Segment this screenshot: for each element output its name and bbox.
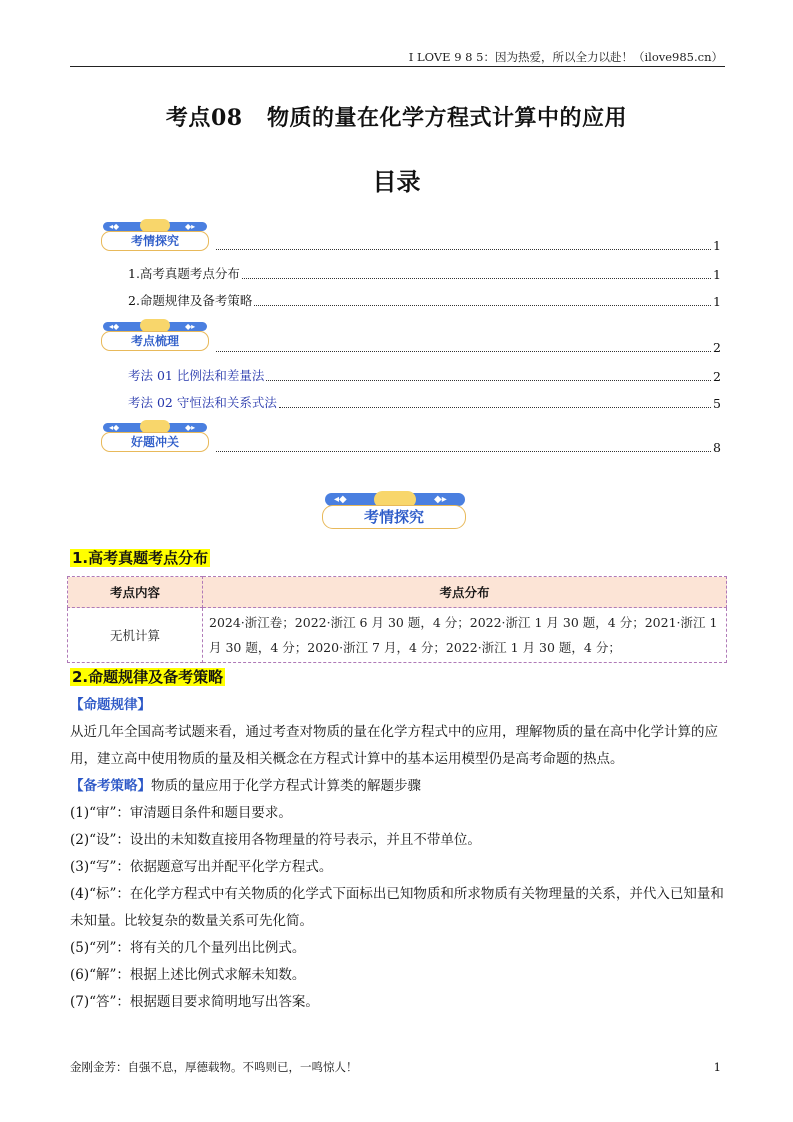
table-header-topic: 考点内容 <box>68 577 203 608</box>
toc-entry-method-1[interactable] <box>128 366 721 384</box>
toc-item-label: 1.高考真题考点分布 <box>128 266 240 281</box>
toc-entry-practice[interactable] <box>214 440 721 455</box>
table-cell-distribution: 2024·浙江卷；2022·浙江 6 月 30 题，4 分；2022·浙江 1 月 30 题，4 分；2021·浙江 1 月 30 题，4 分；2020·浙江 7 月，4 分；2022·浙江 1 月 30 题，4 分； <box>203 608 727 663</box>
title-text: 物质的量在化学方程式计算中的应用 <box>267 106 628 131</box>
toc-item-label: 2.命题规律及备考策略 <box>128 293 253 308</box>
section-badge-label: 考情探究 <box>322 505 466 529</box>
strategy-label: 【备考策略】 <box>70 778 151 794</box>
toc-badge-key-points[interactable]: ◂◆ ◆▸ 考点梳理 <box>101 319 209 353</box>
toc-entry-key-points[interactable] <box>214 340 721 355</box>
table-cell-topic: 无机计算 <box>68 608 203 663</box>
toc-badge-label: 好题冲关 <box>101 432 209 452</box>
footer-motto: 金刚金芳：自强不息，厚德载物。不鸣则已，一鸣惊人！ <box>70 1060 358 1074</box>
footer-page-number: 1 <box>713 1060 721 1074</box>
toc-leader <box>216 248 711 250</box>
toc-heading: 目录 <box>372 168 421 196</box>
toc-entry-item[interactable] <box>128 291 721 309</box>
toc-page: 1 <box>713 238 721 253</box>
toc-item-label: 考法 01 比例法和差量法 <box>128 368 265 383</box>
rule-block <box>70 692 726 1016</box>
step-item: (2)“设”：设出的未知数直接用各物理量的符号表示，并且不带单位。 <box>70 832 481 848</box>
table-header-distribution: 考点分布 <box>203 577 727 608</box>
toc-leader <box>266 379 711 381</box>
toc-badge-label: 考点梳理 <box>101 331 209 351</box>
toc-page: 2 <box>713 369 721 384</box>
step-item: (7)“答”：根据题目要求简明地写出答案。 <box>70 994 319 1010</box>
step-item: (5)“列”：将有关的几个量列出比例式。 <box>70 940 306 956</box>
toc-leader <box>242 277 711 279</box>
toc-page: 5 <box>713 396 721 411</box>
toc-page: 1 <box>713 294 721 309</box>
part1-heading <box>70 548 210 568</box>
page-title <box>0 101 793 132</box>
rule-text: 从近几年全国高考试题来看，通过考查对物质的量在化学方程式中的应用，理解物质的量在高中化学计算的应用，建立高中使用物质的量及相关概念在方程式计算中的基本运用模型仍是高考命题的热点。 <box>70 724 718 767</box>
toc-item-label: 考法 02 守恒法和关系式法 <box>128 395 277 410</box>
step-item: (3)“写”：依据题意写出并配平化学方程式。 <box>70 859 333 875</box>
toc-entry-item[interactable] <box>128 264 721 282</box>
title-prefix: 考点 <box>165 106 211 131</box>
toc-page: 1 <box>713 267 721 282</box>
header-divider <box>70 66 725 67</box>
toc-leader <box>254 304 711 306</box>
toc-badge-exam-analysis[interactable]: ◂◆ ◆▸ 考情探究 <box>101 219 209 253</box>
table-header-row <box>68 577 727 608</box>
toc-page: 2 <box>713 340 721 355</box>
part1-title: 1.高考真题考点分布 <box>72 549 209 567</box>
toc-badge-label: 考情探究 <box>101 231 209 251</box>
toc-leader <box>216 350 711 352</box>
step-item: (6)“解”：根据上述比例式求解未知数。 <box>70 967 306 983</box>
part2-title: 2.命题规律及备考策略 <box>72 668 224 686</box>
toc-page: 8 <box>713 440 721 455</box>
toc-badge-practice[interactable]: ◂◆ ◆▸ 好题冲关 <box>101 420 209 454</box>
toc-entry-exam-analysis[interactable] <box>214 238 721 253</box>
strategy-text: 物质的量应用于化学方程式计算类的解题步骤 <box>151 778 421 794</box>
page-header: I LOVE 9 8 5：因为热爱，所以全力以赴！（ilove985.cn） <box>408 50 723 64</box>
section-badge-exam-analysis: ◂◆ ◆▸ 考情探究 <box>322 491 468 531</box>
rule-label: 【命题规律】 <box>70 697 151 713</box>
table-row <box>68 608 727 663</box>
part2-heading <box>70 667 225 687</box>
exam-distribution-table <box>67 576 727 663</box>
step-item: (1)“审”：审清题目条件和题目要求。 <box>70 805 292 821</box>
toc-leader <box>279 406 711 408</box>
step-item: (4)“标”：在化学方程式中有关物质的化学式下面标出已知物质和所求物质有关物理量的关系，并代入已知量和未知量。比较复杂的数量关系可先化简。 <box>70 886 724 929</box>
toc-leader <box>216 450 711 452</box>
toc-entry-method-2[interactable] <box>128 393 721 411</box>
title-number: 08 <box>210 105 243 131</box>
